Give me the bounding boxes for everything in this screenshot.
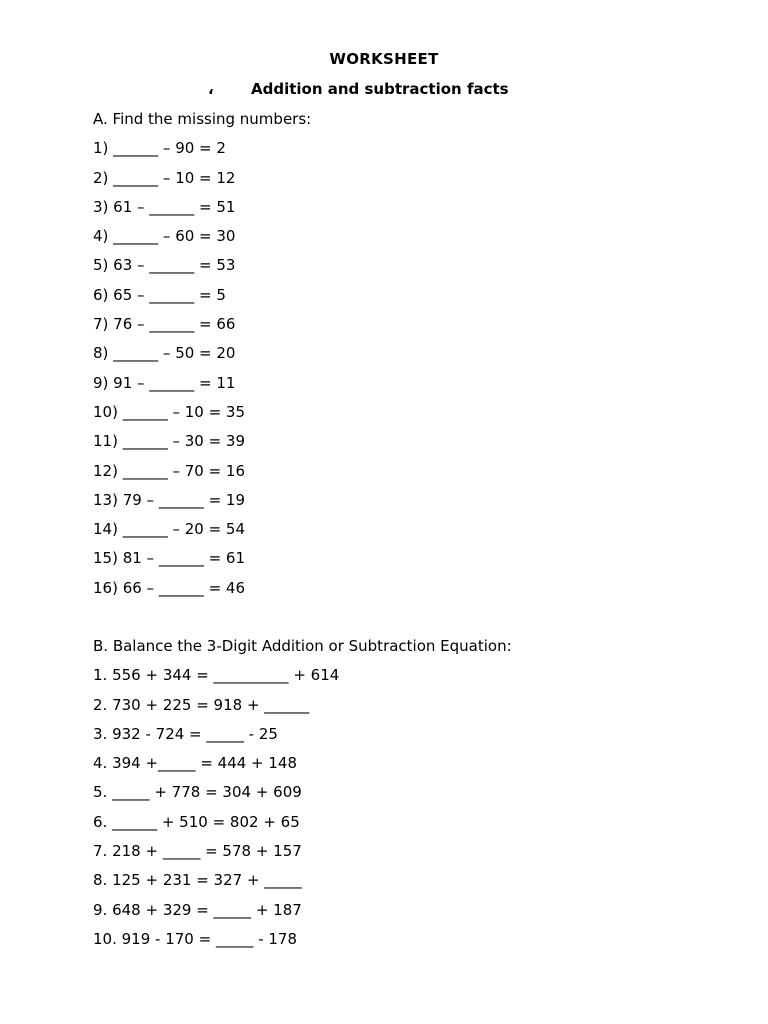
- section-b: [93, 636, 733, 958]
- problem-a-11: 11) ______ – 30 = 39: [93, 432, 246, 451]
- problem-b-9: 9. 648 + 329 = _____ + 187: [93, 900, 302, 919]
- page-subtitle: Addition and subtraction facts: [251, 80, 509, 98]
- subtitle-mark: ،: [208, 80, 214, 98]
- section-b-heading: B. Balance the 3-Digit Addition or Subtraction Equation:: [93, 637, 512, 655]
- subtitle-row: [0, 80, 768, 100]
- problem-a-13: 13) 79 – ______ = 19: [93, 490, 246, 509]
- page-title: WORKSHEET: [329, 50, 439, 68]
- problem-a-7: 7) 76 – ______ = 66: [93, 315, 236, 334]
- problem-b-8: 8. 125 + 231 = 327 + _____: [93, 871, 302, 890]
- problem-b-3: 3. 932 - 724 = _____ - 25: [93, 724, 278, 743]
- section-a: [93, 109, 733, 607]
- problem-a-10: 10) ______ – 10 = 35: [93, 402, 246, 421]
- problem-b-10: 10. 919 - 170 = _____ - 178: [93, 929, 298, 948]
- problem-a-6: 6) 65 – ______ = 5: [93, 285, 226, 304]
- problem-a-12: 12) ______ – 70 = 16: [93, 461, 246, 480]
- problem-a-5: 5) 63 – ______ = 53: [93, 256, 236, 275]
- problem-a-16: 16) 66 – ______ = 46: [93, 578, 246, 597]
- problem-b-2: 2. 730 + 225 = 918 + ______: [93, 695, 310, 714]
- problem-b-6: 6. ______ + 510 = 802 + 65: [93, 812, 300, 831]
- problem-a-14: 14) ______ – 20 = 54: [93, 520, 246, 539]
- problem-a-4: 4) ______ – 60 = 30: [93, 227, 236, 246]
- problem-b-1: 1. 556 + 344 = __________ + 614: [93, 666, 340, 685]
- problem-b-5: 5. _____ + 778 = 304 + 609: [93, 783, 302, 802]
- problem-a-15: 15) 81 – ______ = 61: [93, 549, 246, 568]
- problem-b-7: 7. 218 + _____ = 578 + 157: [93, 842, 302, 861]
- problem-a-3: 3) 61 – ______ = 51: [93, 197, 236, 216]
- problem-a-9: 9) 91 – ______ = 11: [93, 373, 236, 392]
- problem-a-1: 1) ______ – 90 = 2: [93, 139, 226, 158]
- problem-a-2: 2) ______ – 10 = 12: [93, 168, 236, 187]
- section-a-heading: A. Find the missing numbers:: [93, 110, 312, 128]
- problem-b-4: 4. 394 +_____ = 444 + 148: [93, 754, 298, 773]
- problem-a-8: 8) ______ – 50 = 20: [93, 344, 236, 363]
